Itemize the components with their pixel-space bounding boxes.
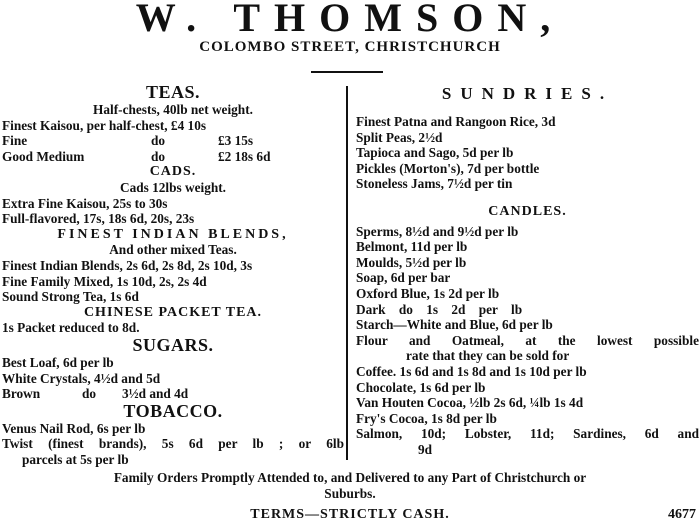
teas-row-label: Good Medium bbox=[2, 148, 85, 164]
packet-line: 1s Packet reduced to 8d. bbox=[2, 320, 140, 336]
blends-line: And other mixed Teas. bbox=[109, 242, 237, 258]
candles-line: Sperms, 8½d and 9½d per lb bbox=[356, 223, 519, 239]
spacer bbox=[356, 192, 699, 204]
spacer bbox=[356, 104, 699, 114]
teas-row-price: £3 15s bbox=[218, 133, 254, 149]
blends-line: Finest Indian Blends, 2s 6d, 2s 8d, 2s 10d, 3s bbox=[2, 257, 253, 273]
teas-row-label: Fine bbox=[2, 133, 28, 149]
teas-row-price: £2 18s 6d bbox=[218, 148, 271, 164]
candles-line: Coffee. 1s 6d and 1s 8d and 1s 10d per lb bbox=[356, 363, 587, 379]
packet-heading: CHINESE PACKET TEA. bbox=[83, 304, 263, 320]
blends-line: Fine Family Mixed, 1s 10d, 2s, 2s 4d bbox=[2, 273, 207, 289]
sundries-line: Split Peas, 2½d bbox=[356, 129, 443, 145]
left-column bbox=[2, 83, 344, 467]
terms: TERMS—STRICTLY CASH. bbox=[250, 507, 450, 522]
blends-heading: FINEST INDIAN BLENDS, bbox=[57, 226, 289, 242]
sugars-brown-label: Brown bbox=[2, 386, 41, 402]
candles-heading: CANDLES. bbox=[488, 203, 567, 219]
teas-row-ditto: do bbox=[150, 133, 166, 149]
tobacco-line: Venus Nail Rod, 6s per lb bbox=[2, 420, 146, 436]
candles-line: rate that they can be sold for bbox=[406, 348, 570, 364]
candles-line: Oxford Blue, 1s 2d per lb bbox=[356, 285, 500, 301]
sugars-line: White Crystals, 4½d and 5d bbox=[2, 370, 161, 386]
sugars-brown-price: 3½d and 4d bbox=[122, 386, 189, 402]
candles-line: Starch—White and Blue, 6d per lb bbox=[356, 317, 553, 333]
candles-line: Salmon, 10d; Lobster, 11d; Sardines, 6d and bbox=[356, 426, 699, 442]
tobacco-heading: TOBACCO. bbox=[123, 401, 223, 421]
sundries-line: Stoneless Jams, 7½d per tin bbox=[356, 176, 513, 192]
sundries-line: Pickles (Morton's), 7d per bottle bbox=[356, 160, 540, 176]
candles-line: Chocolate, 1s 6d per lb bbox=[356, 379, 486, 395]
ad-number: 4677 bbox=[668, 507, 696, 522]
teas-row bbox=[2, 149, 344, 165]
candles-line: Flour and Oatmeal, at the lowest possible bbox=[356, 332, 699, 348]
teas-row-ditto: do bbox=[150, 148, 166, 164]
column-divider bbox=[346, 86, 348, 460]
teas-row bbox=[2, 133, 344, 149]
candles-line: Moulds, 5½d per lb bbox=[356, 254, 467, 270]
candles-line: Dark do 1s 2d per lb bbox=[356, 301, 523, 317]
candles-line: Fry's Cocoa, 1s 8d per lb bbox=[356, 410, 497, 426]
sundries-line: Tapioca and Sago, 5d per lb bbox=[356, 145, 514, 161]
teas-row: Finest Kaisou, per half-chest, £4 10s bbox=[2, 117, 207, 133]
blends-line: Sound Strong Tea, 1s 6d bbox=[2, 289, 139, 305]
advertiser-address: COLOMBO STREET, CHRISTCHURCH bbox=[199, 39, 501, 55]
tobacco-line: Twist (finest brands), 5s 6d per lb ; or 6lb bbox=[2, 436, 344, 452]
cads-line: Extra Fine Kaisou, 25s to 30s bbox=[2, 195, 168, 211]
sugars-line: Best Loaf, 6d per lb bbox=[2, 354, 114, 370]
cads-line: Cads 12lbs weight. bbox=[119, 179, 227, 195]
footer-line: Family Orders Promptly Attended to, and Delivered to any Part of Christchurch or bbox=[113, 470, 587, 485]
sugars-brown-ditto: do bbox=[82, 386, 97, 402]
teas-heading: TEAS. bbox=[145, 83, 201, 102]
candles-line: Soap, 6d per bar bbox=[356, 270, 451, 286]
teas-line: Half-chests, 40lb net weight. bbox=[93, 102, 253, 117]
sundries-line: Finest Patna and Rangoon Rice, 3d bbox=[356, 114, 556, 129]
title-rule bbox=[311, 71, 383, 73]
cads-heading: CADS. bbox=[149, 164, 197, 180]
candles-line: Belmont, 11d per lb bbox=[356, 239, 468, 255]
right-column bbox=[356, 83, 699, 457]
advertiser-name: W. THOMSON, bbox=[135, 0, 565, 40]
sugars-brown-row bbox=[2, 386, 344, 402]
sugars-heading: SUGARS. bbox=[132, 335, 214, 355]
candles-line: 9d bbox=[418, 441, 433, 457]
footer-line: Suburbs. bbox=[324, 486, 376, 501]
sundries-heading: SUNDRIES. bbox=[441, 84, 614, 103]
candles-line: Van Houten Cocoa, ½lb 2s 6d, ¼lb 1s 4d bbox=[356, 395, 584, 411]
tobacco-line: parcels at 5s per lb bbox=[22, 451, 129, 467]
cads-line: Full-flavored, 17s, 18s 6d, 20s, 23s bbox=[2, 211, 195, 227]
footer-notice bbox=[0, 470, 700, 502]
